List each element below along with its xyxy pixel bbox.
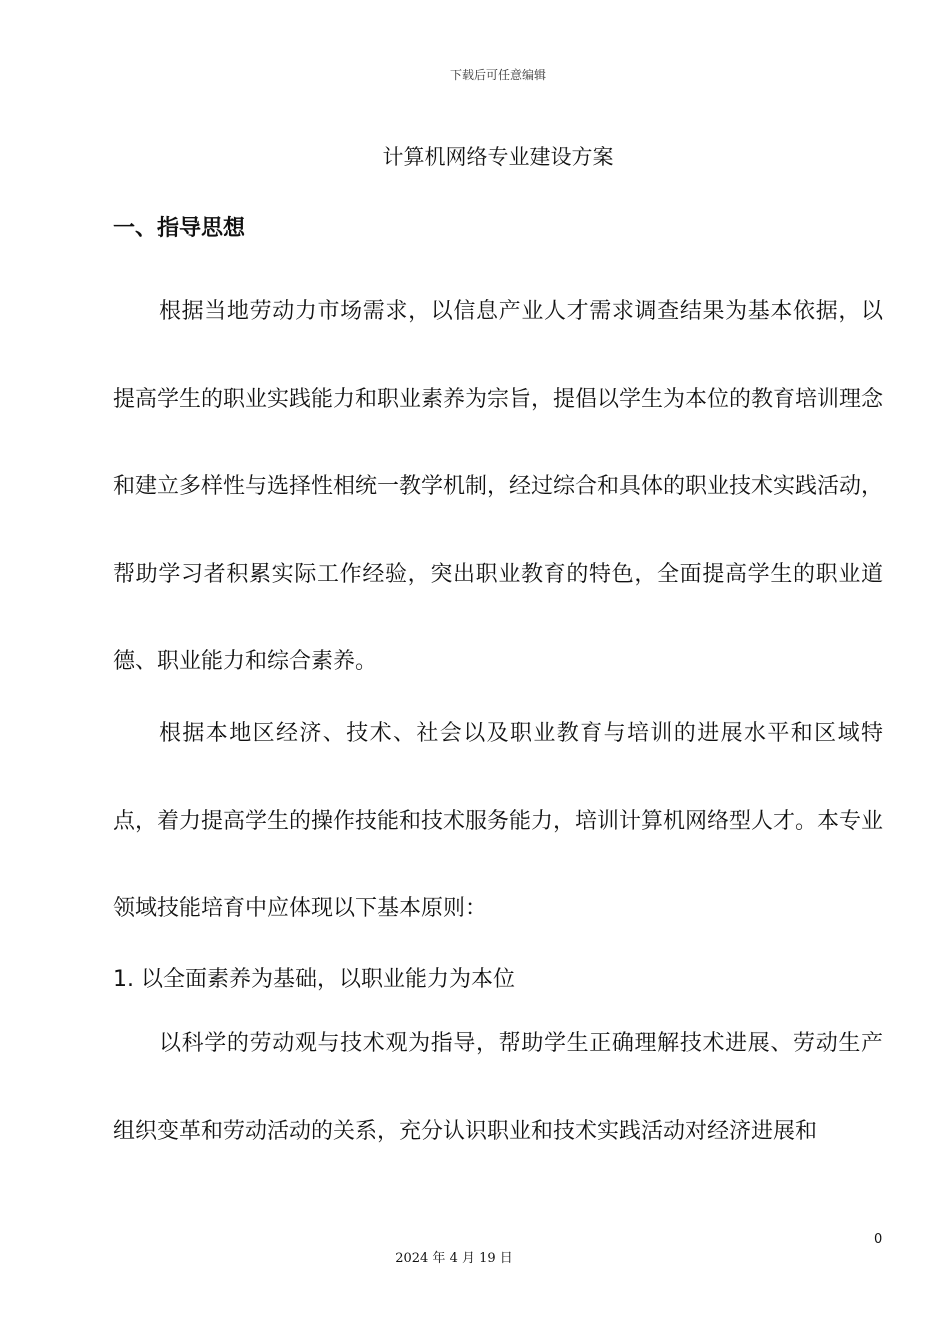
paragraph-guiding-principle: 根据当地劳动力市场需求，以信息产业人才需求调查结果为基本依据，以提高学生的职业实践能力和职业素养为宗旨，提倡以学生为本位的教育培训理念和建立多样性与选择性相统一教学机制，经过综合和具体的职业技术实践活动，帮助学习者积累实际工作经验，突出职业教育的特色，全面提高学生的职业道德、职业能力和综合素养。	[113, 299, 884, 674]
page-number: 0	[874, 1232, 883, 1247]
section-heading: 一、指导思想	[113, 216, 246, 241]
document-title: 计算机网络专业建设方案	[382, 145, 614, 169]
list-item-principle-1: 1. 以全面素养为基础，以职业能力为本位	[113, 967, 515, 992]
paragraph-labor-view: 以科学的劳动观与技术观为指导，帮助学生正确理解技术进展、劳动生产组织变革和劳动活动的关系，充分认识职业和技术实践活动对经济进展和	[113, 1031, 883, 1144]
paragraph-regional-characteristics: 根据本地区经济、技术、社会以及职业教育与培训的进展水平和区域特点，着力提高学生的操作技能和技术服务能力，培训计算机网络型人才。本专业领域技能培育中应体现以下基本原则：	[113, 721, 884, 921]
footer-date: 2024 年 4 月 19 日	[395, 1251, 513, 1266]
header-note: 下载后可任意编辑	[449, 68, 546, 82]
